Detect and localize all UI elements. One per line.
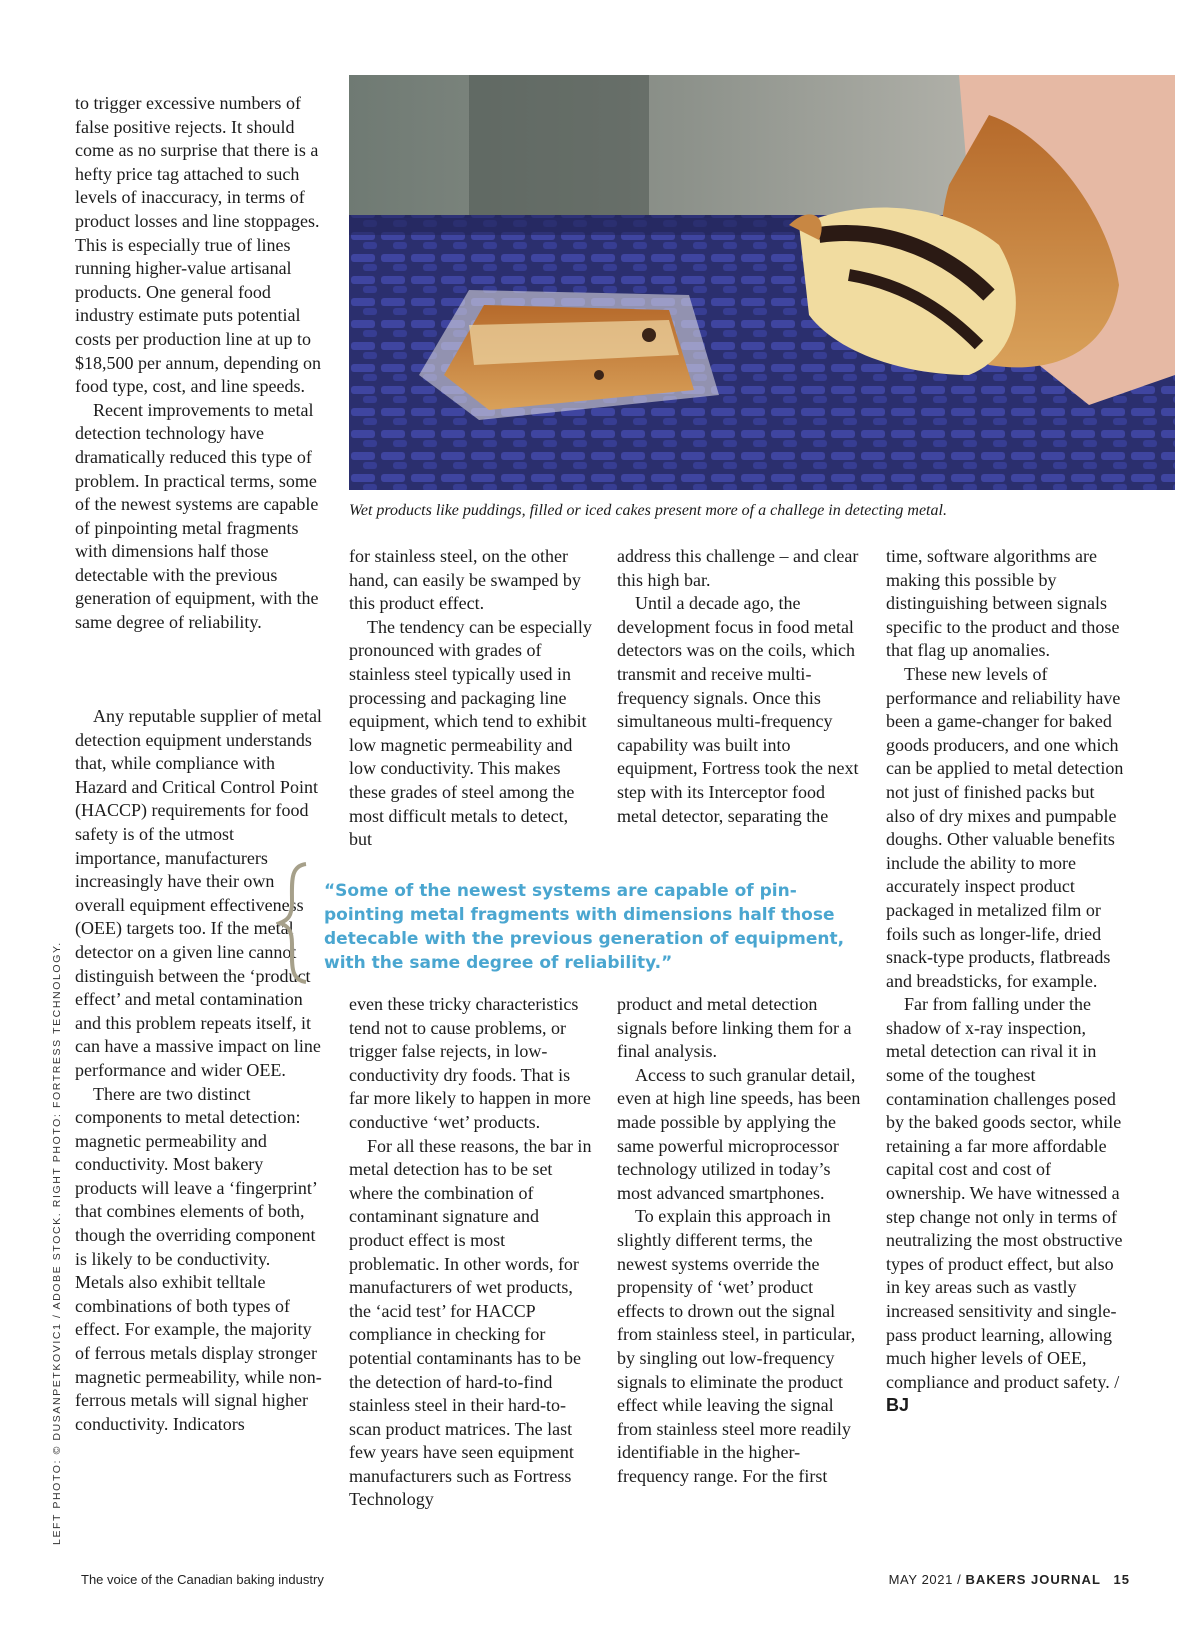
article-photo [349,75,1175,490]
column-1 [75,92,323,635]
paragraph: There are two distinct components to metal detection: magnetic permeability and conductivity. Most bakery products will leave a ‘fingerprint’ that combines elements of both, though the overriding component is likely to be conductivity. Metals also exhibit telltale combinations of both types of effect. For example, the majority of ferrous metals display stronger magnetic permeability, while non-ferrous metals will signal higher conductivity. Indicators [75,1083,322,1434]
photo-credit: LEFT PHOTO: © DUSANPETKOVIC1 / ADOBE STOCK. RIGHT PHOTO: FORTRESS TECHNOLOGY. [51,941,63,1545]
column-4 [886,545,1126,1418]
column-3-top [617,545,862,828]
page-number: 15 [1113,1572,1130,1587]
paragraph: Any reputable supplier of metal detection equipment understands that, while compliance with Hazard and Critical Control Point (HACCP) requirements for food safety is of the utmost importance, manufacturers increasingly have their own overall equipment effectiveness (OEE) targets too. If the metal detector on a given line cannot distinguish between the ‘product effect’ and metal contamination and this problem repeats itself, it can have a massive impact on line performance and wider OEE. [75,706,322,1080]
paragraph: For all these reasons, the bar in metal detection has to be set where the combination of contaminant signature and product effect is most problematic. In other words, for manufacturers of wet products, the ‘acid test’ for HACCP compliance in checking for potential contaminants has to be the detection of hard-to-find stainless steel in their hard-to-scan product matrices. The last few years have seen equipment manufacturers such as Fortress Technology [349,1135,592,1510]
column-3-bottom [617,993,862,1488]
paragraph: Until a decade ago, the development focus in food metal detectors was on the coils, which transmit and receive multi-frequency signals. Once this simultaneous multi-frequency capability was built into equipment, Fortress took the next step with its Interceptor food metal detector, separating the [617,593,859,826]
paragraph: To explain this approach in slightly different terms, the newest systems override the propensity of ‘wet’ product effects to drown out the signal from stainless steel, in particular, by singling out low-frequency signals to eliminate the product effect while leaving the signal from stainless steel more readily identifiable in the higher-frequency range. For the first [617,1206,856,1486]
paragraph: even these tricky characteristics tend not to cause problems, or trigger false rejects, in low-conductivity dry foods. That is far more likely to happen in more conductive ‘wet’ products. [349,994,591,1132]
paragraph: for stainless steel, on the other hand, can easily be swamped by this product effect. [349,546,581,614]
pull-quote [324,879,864,975]
bakery-conveyor-image [349,75,1175,490]
pull-quote-text: “Some of the newest systems are capable of pin-pointing metal fragments with dimensions half those detecable with the previous generation of equipment, with the same degree of reliability.” [324,881,845,973]
column-2-bottom [349,993,594,1512]
curly-brace-icon [276,862,316,984]
paragraph: The tendency can be especially pronounced with grades of stainless steel typically used in processing and packaging line equipment, which tend to exhibit low magnetic permeability and low conductivity. This makes these grades of steel among the most difficult metals to detect, but [349,616,592,850]
photo-caption: Wet products like puddings, filled or iced cakes present more of a challege in detecting metal. [349,502,947,519]
column-1-lower [75,705,323,1436]
paragraph: address this challenge – and clear this high bar. [617,546,859,590]
footer-issue-date: MAY 2021 / [888,1572,962,1587]
paragraph: These new levels of performance and reliability have been a game-changer for baked goods producers, and one which can be applied to metal detection not just of finished packs but also of dry mixes and pumpable doughs. Other valuable benefits include the ability to more accurately inspect product packaged in metalized film or foils such as longer-life, dried snack-type products, flatbreads and breadsticks, for example. [886,663,1124,991]
paragraph: product and metal detection signals before linking them for a final analysis. [617,994,852,1062]
paragraph: Recent improvements to metal detection technology have dramatically reduced this type of problem. In practical terms, some of the newest systems are capable of pinpointing metal fragments with dimensions half those detectable with the previous generation of equipment, with the same degree of reliability. [75,399,319,633]
article-signature: BJ [886,1395,910,1416]
column-2-top [349,545,594,852]
paragraph: Access to such granular detail, even at high line speeds, has been made possible by applying the same powerful microprocessor technology utilized in today’s most advanced smartphones. [617,1064,861,1203]
closing-paragraph-text: Far from falling under the shadow of x-ray inspection, metal detection can rival it in some of the toughest contamination challenges posed by the baked goods sector, while retaining a far more affordable capital cost and cost of ownership. We have witnessed a step change not only in terms of neutralizing the most obstructive types of product effect, but also in key areas such as vastly increased sensitivity and single-pass product learning, allowing much higher levels of OEE, compliance and product safety. / [886,994,1123,1392]
paragraph: to trigger excessive numbers of false positive rejects. It should come as no surprise that there is a hefty price tag attached to such levels of inaccuracy, in terms of product losses and line stoppages. This is especially true of lines running higher-value artisanal products. One general food industry estimate puts potential costs per production line at up to $18,500 per annum, depending on food type, cost, and line speeds. [75,93,321,397]
footer-magazine-name: BAKERS JOURNAL [965,1572,1101,1587]
footer-issue-info [700,1572,1130,1587]
paragraph: time, software algorithms are making this possible by distinguishing between signals specific to the product and those that flag up anomalies. [886,546,1120,661]
paragraph [886,993,1126,1418]
footer-tagline: The voice of the Canadian baking industry [81,1572,324,1587]
